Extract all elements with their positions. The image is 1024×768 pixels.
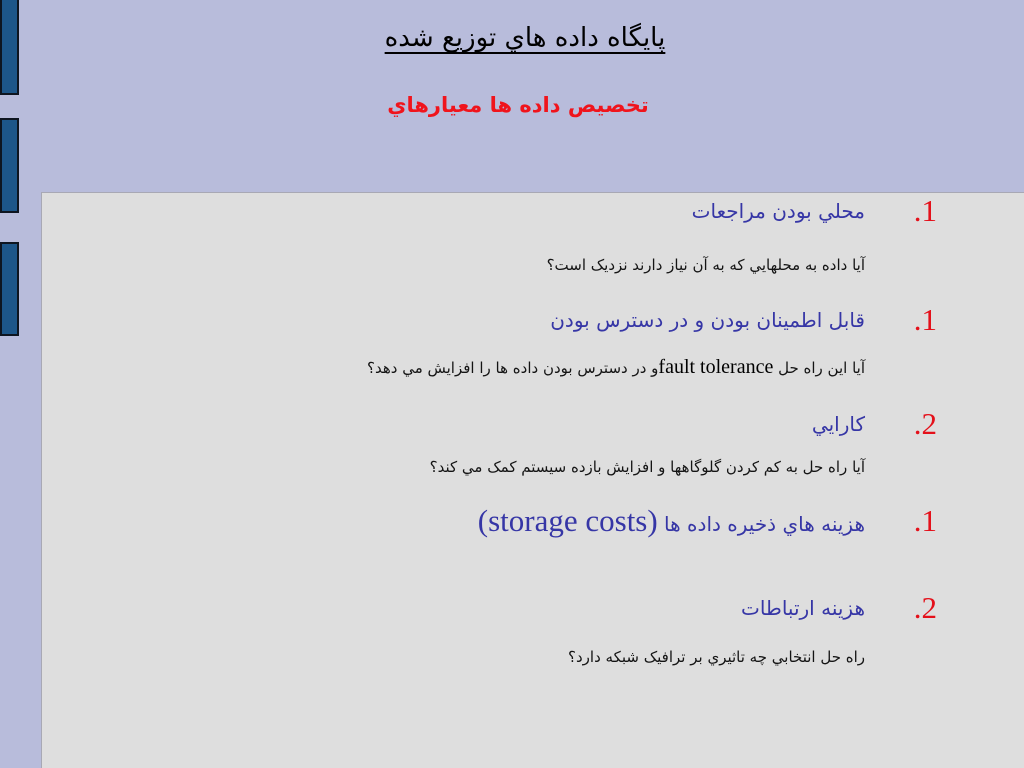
item-heading: محلي بودن مراجعات [691, 199, 865, 223]
item-number: 1. [913, 503, 937, 538]
item-heading-english-term: (storage costs) [477, 503, 658, 538]
slide-subtitle: تخصيص داده ها معيارهاي [387, 93, 649, 117]
item-number: 1. [913, 302, 937, 337]
item-detail-part: و در دسترس بودن داده ها را افزايش مي دهد؟ [367, 359, 659, 377]
item-heading [478, 501, 865, 541]
side-decoration-bar [0, 0, 19, 95]
slide-title-text: پايگاه داده هاي توزيع شده [384, 23, 666, 53]
item-detail-english-term: fault tolerance [658, 356, 774, 378]
item-number: 2. [913, 590, 937, 625]
item-heading: هزينه ارتباطات [740, 596, 865, 620]
item-detail: آيا داده به محلهايي كه به آن نياز دارند نزديک است؟ [546, 256, 865, 274]
item-number: 1. [913, 193, 937, 228]
slide-title [26, 14, 1024, 62]
item-detail: آيا راه حل به كم كردن گلوگاهها و افزايش بازده سيستم كمک مي كند؟ [429, 458, 865, 476]
item-detail-part: آيا اين راه حل [773, 359, 865, 377]
item-heading-part: هزينه هاي ذخيره داده ها [657, 512, 865, 536]
item-heading: قابل اطمينان بودن و در دسترس بودن [550, 308, 865, 332]
item-number: 2. [913, 406, 937, 441]
side-decoration-bar [0, 242, 19, 336]
item-detail: راه حل انتخابي چه تاثيري بر ترافيک شبكه دارد؟ [568, 648, 865, 666]
item-heading: كارايي [811, 412, 865, 436]
side-decoration-bar [0, 118, 19, 213]
item-detail [367, 347, 865, 387]
